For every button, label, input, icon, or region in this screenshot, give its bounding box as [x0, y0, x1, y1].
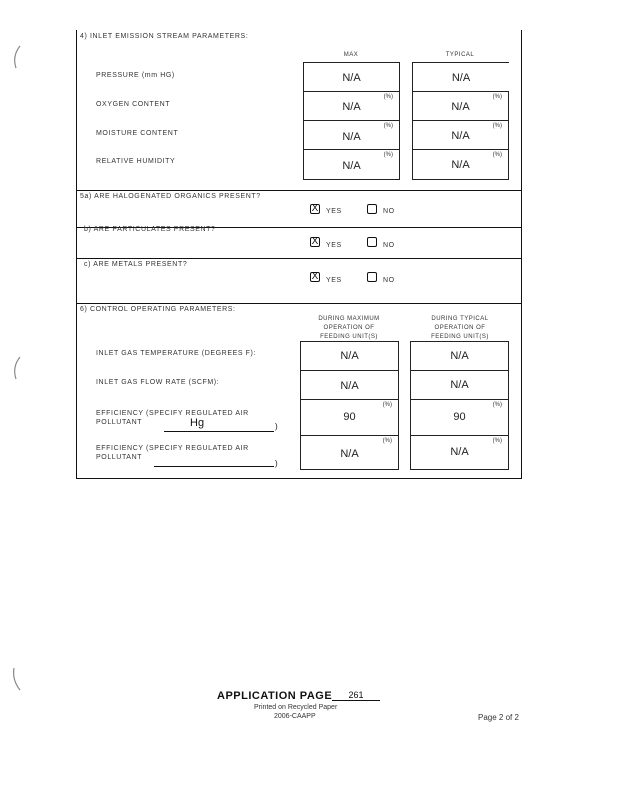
metals-yes-checkbox[interactable]: X [311, 271, 319, 282]
efficiency-2-typical-cell[interactable]: (%) N/A [410, 435, 509, 470]
pressure-typical-value: N/A [451, 72, 471, 84]
oxygen-typical-cell[interactable]: (%) N/A [412, 91, 509, 121]
section-divider [76, 258, 522, 259]
col-typical-header: TYPICAL [445, 52, 475, 58]
efficiency-2-typical-value: N/A [450, 446, 469, 458]
efficiency-2-label: EFFICIENCY (SPECIFY REGULATED AIR POLLUTANT [96, 445, 249, 461]
particulates-yes-label: YES [326, 242, 342, 249]
pressure-max-value: N/A [342, 72, 361, 84]
temperature-max-cell[interactable] [300, 341, 399, 371]
particulates-no-label: NO [383, 242, 395, 249]
halogenated-no-checkbox[interactable] [367, 204, 377, 214]
temperature-max-value: N/A [340, 350, 359, 362]
halogenated-yes-checkbox[interactable]: X [311, 203, 319, 214]
moisture-max-value: N/A [342, 131, 361, 143]
recycled-paper-note: Printed on Recycled Paper [254, 704, 338, 711]
punch-hole-mark [10, 44, 22, 70]
moisture-typical-cell[interactable]: (%) N/A [412, 120, 509, 150]
question-particulates-label: b) ARE PARTICULATES PRESENT? [84, 226, 216, 233]
moisture-typical-value: N/A [451, 130, 470, 142]
humidity-max-value: N/A [342, 160, 361, 172]
efficiency-1-typical-cell[interactable]: (%) 90 [410, 399, 509, 436]
application-page-number: 261 [332, 690, 380, 701]
flow-max-cell[interactable] [300, 370, 399, 400]
temperature-typical-cell[interactable] [410, 341, 509, 371]
oxygen-label: OXYGEN CONTENT [96, 101, 171, 108]
halogenated-no-label: NO [383, 208, 395, 215]
col-typical-operation-header: DURING TYPICAL OPERATION OF FEEDING UNIT(S) [431, 316, 489, 340]
humidity-label: RELATIVE HUMIDITY [96, 158, 176, 165]
particulates-yes-checkbox[interactable]: X [311, 236, 319, 247]
section-divider [76, 190, 522, 191]
pressure-max-cell[interactable] [303, 62, 400, 92]
flow-typical-value: N/A [450, 379, 469, 391]
section-divider [76, 303, 522, 304]
efficiency-2-pollutant-field[interactable] [154, 452, 274, 467]
metals-no-label: NO [383, 277, 395, 284]
oxygen-typical-value: N/A [451, 101, 470, 113]
inlet-flow-label: INLET GAS FLOW RATE (SCFM): [96, 379, 220, 386]
moisture-label: MOISTURE CONTENT [96, 130, 179, 137]
efficiency-1-typical-value: 90 [453, 411, 466, 423]
col-max-operation-header: DURING MAXIMUM OPERATION OF FEEDING UNIT(S) [318, 316, 380, 340]
efficiency-2-max-cell[interactable]: (%) N/A [300, 435, 399, 470]
temperature-typical-value: N/A [450, 350, 469, 362]
question-halogenated-label: 5a) ARE HALOGENATED ORGANICS PRESENT? [80, 193, 261, 200]
col-max-header: MAX [343, 52, 359, 58]
humidity-max-cell[interactable]: (%) N/A [303, 149, 400, 180]
flow-typical-cell[interactable] [410, 370, 509, 400]
application-page-label: APPLICATION PAGE [217, 690, 333, 702]
oxygen-max-cell[interactable]: (%) N/A [303, 91, 400, 121]
humidity-typical-value: N/A [451, 159, 470, 171]
paren-close: ) [275, 422, 278, 431]
section-6-title: 6) CONTROL OPERATING PARAMETERS: [80, 306, 236, 313]
particulates-no-checkbox[interactable] [367, 237, 377, 247]
humidity-typical-cell[interactable]: (%) N/A [412, 149, 509, 180]
punch-hole-mark [10, 355, 22, 381]
pressure-label: PRESSURE (mm HG) [96, 72, 175, 79]
question-metals-label: c) ARE METALS PRESENT? [84, 261, 188, 268]
efficiency-1-max-cell[interactable]: (%) 90 [300, 399, 399, 436]
efficiency-1-pollutant-value: Hg [190, 417, 205, 429]
efficiency-1-label: EFFICIENCY (SPECIFY REGULATED AIR POLLUTANT [96, 410, 249, 426]
pressure-typical-cell[interactable] [412, 62, 509, 92]
form-code: 2006-CAAPP [274, 713, 316, 720]
punch-hole-mark [10, 666, 22, 692]
paren-close: ) [275, 459, 278, 468]
efficiency-1-pollutant-field[interactable] [164, 417, 274, 432]
metals-yes-label: YES [326, 277, 342, 284]
halogenated-yes-label: YES [326, 208, 342, 215]
moisture-max-cell[interactable]: (%) N/A [303, 120, 400, 150]
page-of-label: Page 2 of 2 [478, 713, 519, 722]
section-4-title: 4) INLET EMISSION STREAM PARAMETERS: [80, 33, 249, 40]
efficiency-1-max-value: 90 [343, 411, 356, 423]
flow-max-value: N/A [340, 380, 359, 392]
metals-no-checkbox[interactable] [367, 272, 377, 282]
inlet-temperature-label: INLET GAS TEMPERATURE (DEGREES F): [96, 350, 257, 357]
oxygen-max-value: N/A [342, 101, 361, 113]
efficiency-2-max-value: N/A [340, 448, 359, 460]
